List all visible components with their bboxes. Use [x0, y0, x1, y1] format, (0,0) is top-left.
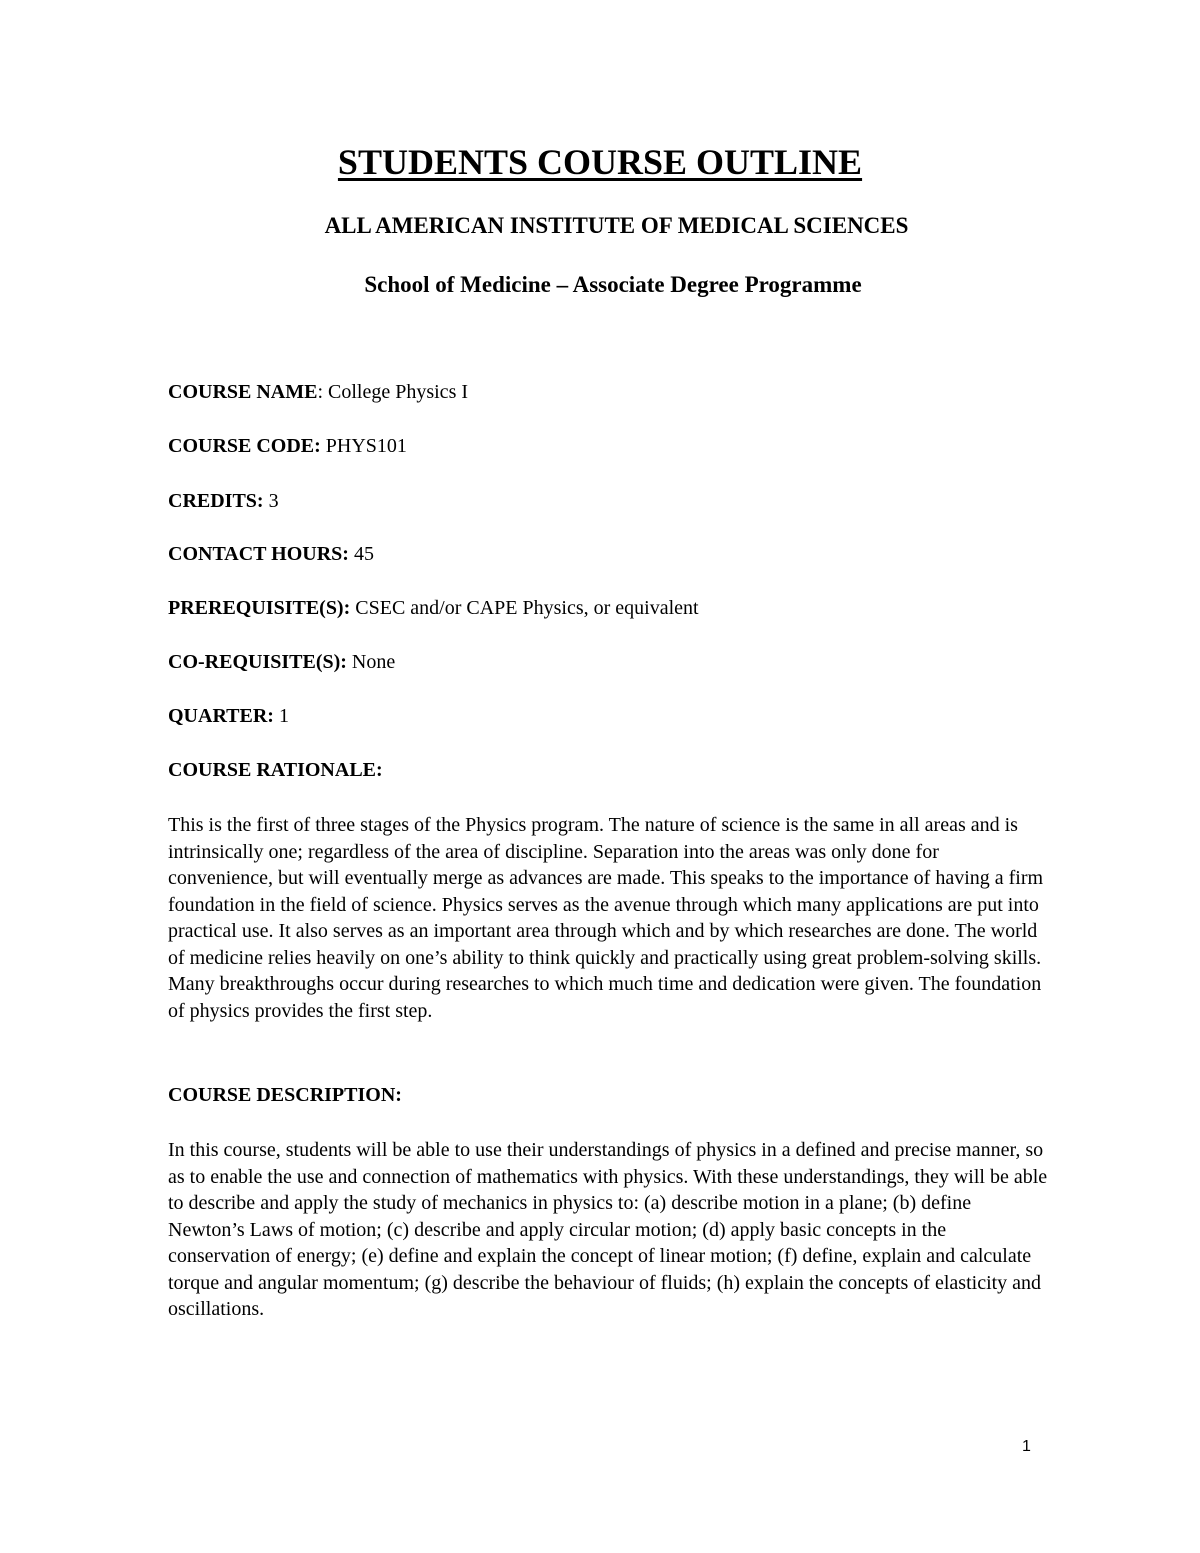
contact-hours-field — [168, 541, 374, 567]
course-name-value: College Physics I — [328, 381, 469, 403]
prerequisites-label: PREREQUISITE(S): — [168, 597, 351, 619]
document-title: STUDENTS COURSE OUTLINE — [337, 142, 863, 182]
course-name-label: COURSE NAME — [168, 381, 318, 403]
page-number: 1 — [1022, 1438, 1031, 1455]
quarter-label: QUARTER: — [168, 705, 274, 727]
description-paragraph: In this course, students will be able to use their understandings of physics in a defined and precise manner, so as to enable the use and connection of mathematics with physics. With these understandings, they will be able to describe and apply the study of mechanics in physics to: (a) describe motion in a plane; (b) define Newton’s Laws of motion; (c) describe and apply circular motion; (d) apply basic concepts in the conservation of energy; (e) define and explain the concept of linear motion; (f) define, explain and calculate torque and angular momentum; (g) describe the behaviour of fluids; (h) explain the concepts of elasticity and oscillations. — [168, 1139, 1048, 1320]
contact-hours-value: 45 — [353, 543, 374, 565]
institute-name: ALL AMERICAN INSTITUTE OF MEDICAL SCIENCES — [324, 213, 909, 238]
contact-hours-label: CONTACT HOURS: — [168, 543, 349, 565]
course-name-separator: : — [317, 381, 329, 403]
quarter-field — [168, 703, 289, 729]
rationale-heading: COURSE RATIONALE: — [168, 759, 383, 781]
credits-value: 3 — [268, 490, 279, 512]
quarter-value: 1 — [278, 705, 289, 727]
rationale-paragraph: This is the first of three stages of the Physics program. The nature of science is the same in all areas and is intrinsically one; regardless of the area of discipline. Separation into the areas was only done for convenience, but will eventually merge as advances are made. This speaks to the importance of having a firm foundation in the field of science. Physics serves as the avenue through which many applications are put into practical use. It also serves as an important area through which and by which researches are done. The world of medicine relies heavily on one’s ability to think quickly and practically using great problem-solving skills. Many breakthroughs occur during researches to which much time and dedication were given. The foundation of physics provides the first step. — [168, 814, 1044, 1022]
prerequisites-field — [168, 595, 699, 621]
course-code-value: PHYS101 — [325, 435, 407, 457]
credits-label: CREDITS: — [168, 490, 264, 512]
corequisites-value: None — [351, 651, 396, 673]
course-code-field — [168, 433, 407, 459]
course-name-field — [168, 379, 468, 405]
school-programme: School of Medicine – Associate Degree Programme — [364, 272, 862, 297]
corequisites-field — [168, 649, 395, 675]
credits-field — [168, 488, 279, 514]
course-code-label: COURSE CODE: — [168, 435, 321, 457]
prerequisites-value: CSEC and/or CAPE Physics, or equivalent — [355, 597, 699, 619]
description-heading: COURSE DESCRIPTION: — [168, 1084, 402, 1106]
corequisites-label: CO-REQUISITE(S): — [168, 651, 347, 673]
